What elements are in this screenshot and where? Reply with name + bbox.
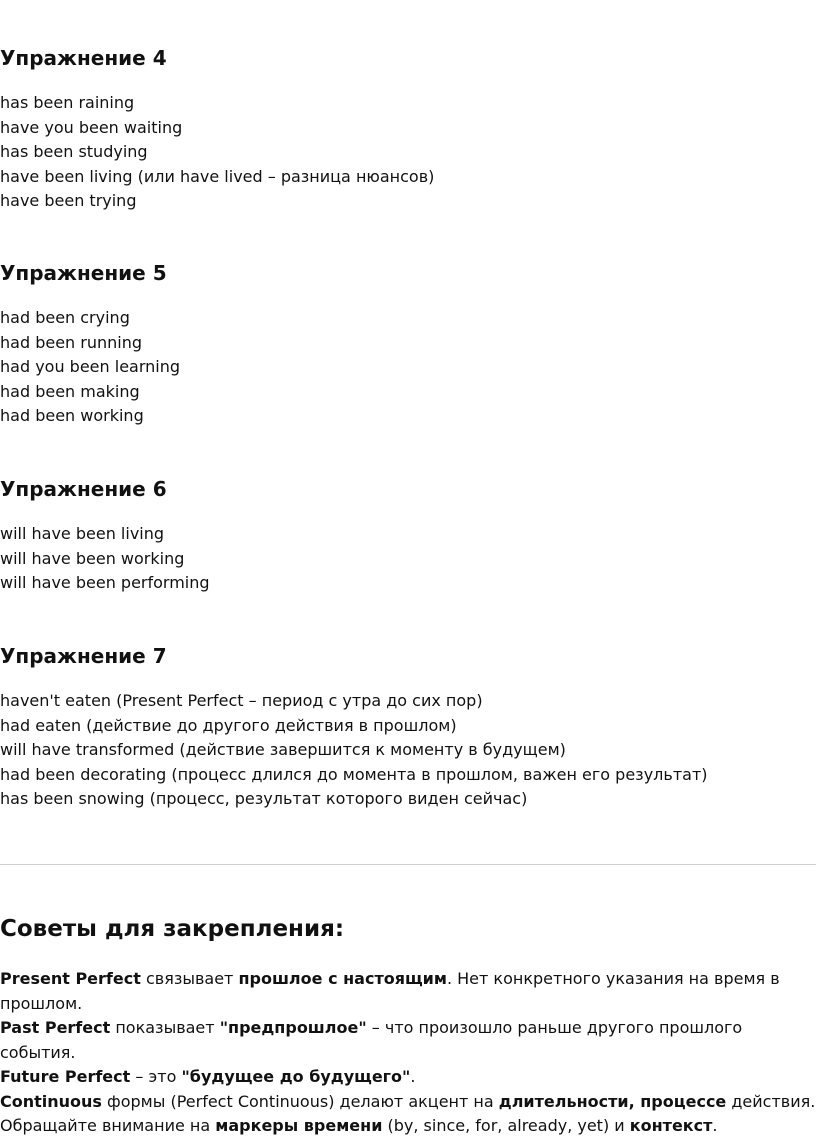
exercise-5-section [0,260,816,429]
section-divider [0,864,816,865]
exercise-4-answers [0,91,816,214]
tip-future-perfect [0,1065,816,1090]
list-item: had been running [0,332,142,352]
tip-term: Present Perfect [0,969,141,988]
list-item: will have been living [0,524,165,543]
tip-text: показывает [110,1018,220,1037]
exercise-4-title: Упражнение 4 [0,46,167,70]
tip-text: связывает [140,969,239,988]
tip-term: Past Perfect [0,1018,111,1037]
exercise-5-answers [0,306,816,429]
list-item: have you been waiting [0,117,183,137]
tip-text: (by, since, for, already, yet) и [382,1116,630,1135]
list-item: have been trying [0,191,137,211]
tip-continuous [0,1090,816,1115]
tip-text: . Нет конкретного указания на время в прошлом. [0,969,780,1013]
exercise-6-answers [0,522,816,596]
exercise-6-title: Упражнение 6 [0,477,167,501]
exercise-6-section [0,476,816,596]
tip-past-perfect [0,1016,816,1065]
list-item: had been making [0,381,140,401]
exercise-7-section [0,643,816,812]
tip-text: формы (Perfect Continuous) делают акцент на [101,1091,499,1111]
tip-time-markers [0,1114,816,1139]
tip-text: . [712,1116,718,1135]
tip-emphasis: "предпрошлое" [219,1018,367,1037]
list-item: have been living (или have lived – разница нюансов) [0,166,435,186]
list-item: had you been learning [0,357,181,377]
tip-emphasis: контекст [629,1116,713,1135]
tips-block [0,967,816,1139]
tip-emphasis: "будущее до будущего" [181,1067,411,1086]
list-item: had been crying [0,308,130,327]
exercise-5-title: Упражнение 5 [0,261,167,285]
list-item: has been snowing (процесс, результат которого виден сейчас) [0,789,528,809]
list-item: will have transformed (действие завершится к моменту в будущем) [0,740,566,760]
tip-text: Обращайте внимание на [0,1116,216,1135]
list-item: had eaten (действие до другого действия в прошлом) [0,715,457,735]
tip-present-perfect [0,967,816,1016]
tip-emphasis: прошлое с настоящим [238,969,447,988]
list-item: will have been working [0,548,185,568]
exercise-7-title: Упражнение 7 [0,644,167,668]
tip-term: Future Perfect [0,1067,131,1086]
tip-text: – что произошло раньше другого прошлого события. [0,1018,743,1062]
list-item: had been working [0,406,144,426]
tip-emphasis: маркеры времени [215,1116,383,1135]
list-item: haven't eaten (Present Perfect – период с утра до сих пор) [0,691,483,710]
exercise-7-answers [0,689,816,812]
tip-term: Continuous [0,1091,102,1111]
tips-title: Советы для закрепления: [0,916,345,942]
tip-text: – это [130,1067,182,1086]
tip-text: действия. [726,1091,816,1111]
list-item: has been studying [0,142,148,162]
tip-text: . [410,1067,416,1086]
list-item: had been decorating (процесс длился до момента в прошлом, важен его результат) [0,764,708,784]
list-item: will have been performing [0,573,210,593]
exercise-4-section [0,45,816,214]
tip-emphasis: длительности, процессе [498,1091,727,1111]
list-item: has been raining [0,93,135,112]
